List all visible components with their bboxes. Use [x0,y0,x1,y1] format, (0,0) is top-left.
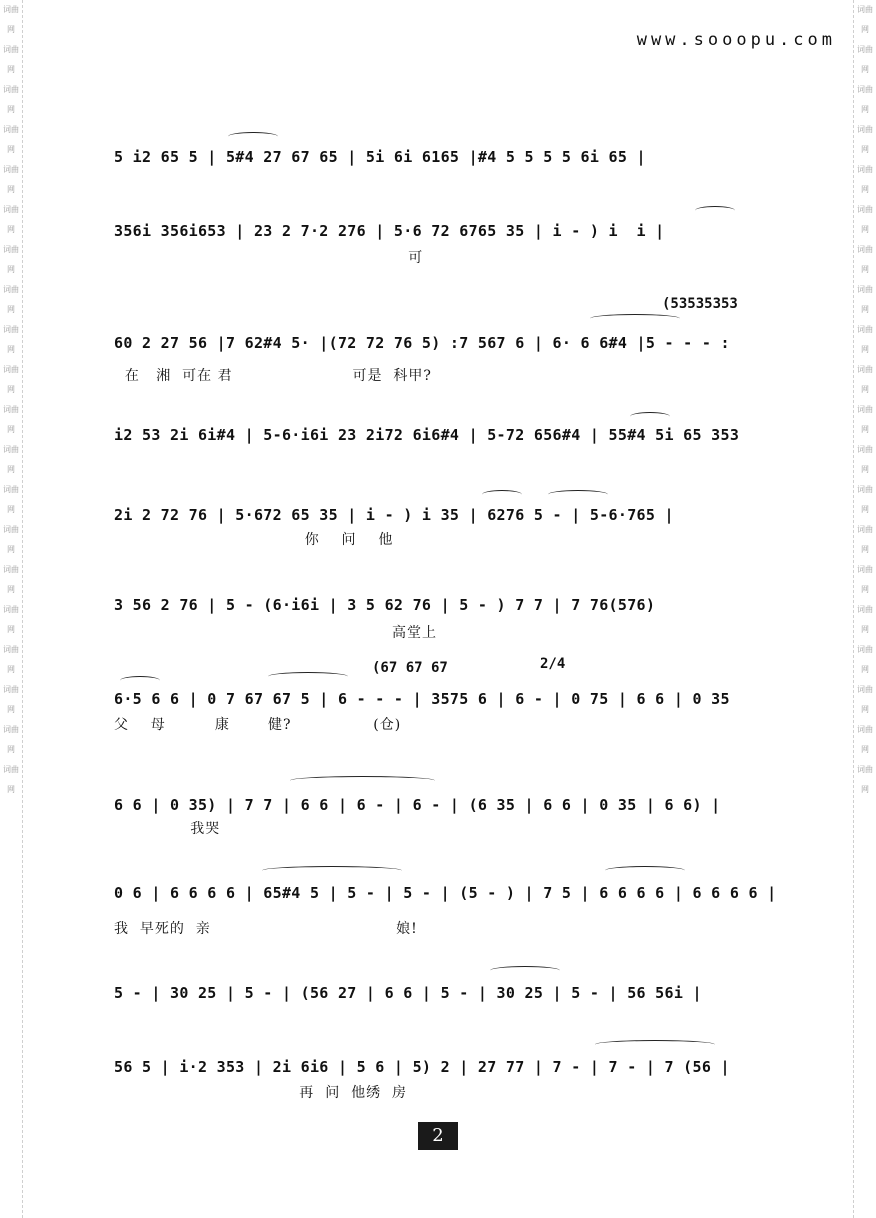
slur [290,776,435,785]
score-line-8: 6 6 | 0 35) | 7 7 | 6 6 | 6 - | 6 - | (6 35 | 6 6 | 0 35 | 6 6) | [114,796,721,814]
score-line-6: 3 56 2 76 | 5 - (6·i6i | 3 5 62 76 | 5 - ) 7 7 | 7 76(576) [114,596,656,614]
left-watermark-strip: 词曲网 词曲网 词曲网 词曲网 词曲网 词曲网 词曲网 词曲网 词曲网 词曲网 词曲网 词曲网 词曲网 词曲网 词曲网 词曲网 词曲网 词曲网 词曲网 词曲网 [0,0,23,1218]
time-signature: 2/4 [540,656,566,672]
lyric-line-5: 你 问 他 [114,532,394,548]
pickup-annotation: (53535353 [662,296,738,312]
lyric-line-9: 我 早死的 亲 娘! [114,921,418,937]
right-watermark-strip: 词曲网 词曲网 词曲网 词曲网 词曲网 词曲网 词曲网 词曲网 词曲网 词曲网 词曲网 词曲网 词曲网 词曲网 词曲网 词曲网 词曲网 词曲网 词曲网 词曲网 [853,0,876,1218]
slur [605,866,685,875]
score-line-11: 56 5 | i·2 353 | 2i 6i6 | 5 6 | 5) 2 | 27 77 | 7 - | 7 - | 7 (56 | [114,1058,730,1076]
lyric-line-7: 父 母 康 健? (仓) [114,717,402,733]
slur [228,132,278,141]
page-number: 2 [418,1122,458,1150]
slur [490,966,560,975]
score-line-10: 5 - | 30 25 | 5 - | (56 27 | 6 6 | 5 - | 30 25 | 5 - | 56 56i | [114,984,702,1002]
score-line-5: 2i 2 72 76 | 5·672 65 35 | i - ) i 35 | 6276 5 - | 5-6·765 | [114,506,674,524]
slur [590,314,680,323]
slur [695,206,735,215]
site-url: www.sooopu.com [636,30,836,50]
slur [595,1040,715,1049]
score-line-9: 0 6 | 6 6 6 6 | 65#4 5 | 5 - | 5 - | (5 - ) | 7 5 | 6 6 6 6 | 6 6 6 6 | [114,884,777,902]
slur [482,490,522,499]
lyric-line-3: 在 湘 可在 君 可是 科甲? [114,368,432,384]
pickup-annotation: (67 67 67 [372,660,448,676]
lyric-line-11: 再 问 他绣 房 [114,1085,408,1101]
slur [120,676,160,685]
slur [548,490,608,499]
lyric-line-2: 可 [114,250,424,266]
score-line-1: 5 i2 65 5 | 5#4 27 67 65 | 5i 6i 6165 |#4 5 5 5 5 6i 65 | [114,148,646,166]
score-line-7: 6·5 6 6 | 0 7 67 67 5 | 6 - - - | 3575 6 | 6 - | 0 75 | 6 6 | 0 35 [114,690,730,708]
slur [262,866,402,875]
lyric-line-6: 高堂上 [114,625,437,641]
score-line-2: 356i 356i653 | 23 2 7·2 276 | 5·6 72 6765 35 | i - ) i i | [114,222,665,240]
lyric-line-8: 我哭 [114,821,221,837]
slur [630,412,670,421]
slur [268,672,348,681]
score-line-3: 60 2 27 56 |7 62#4 5· |(72 72 76 5) :7 567 6 | 6· 6 6#4 |5 - - - : [114,334,730,352]
score-line-4: i2 53 2i 6i#4 | 5-6·i6i 23 2i72 6i6#4 | 5-72 656#4 | 55#4 5i 65 353 [114,426,740,444]
